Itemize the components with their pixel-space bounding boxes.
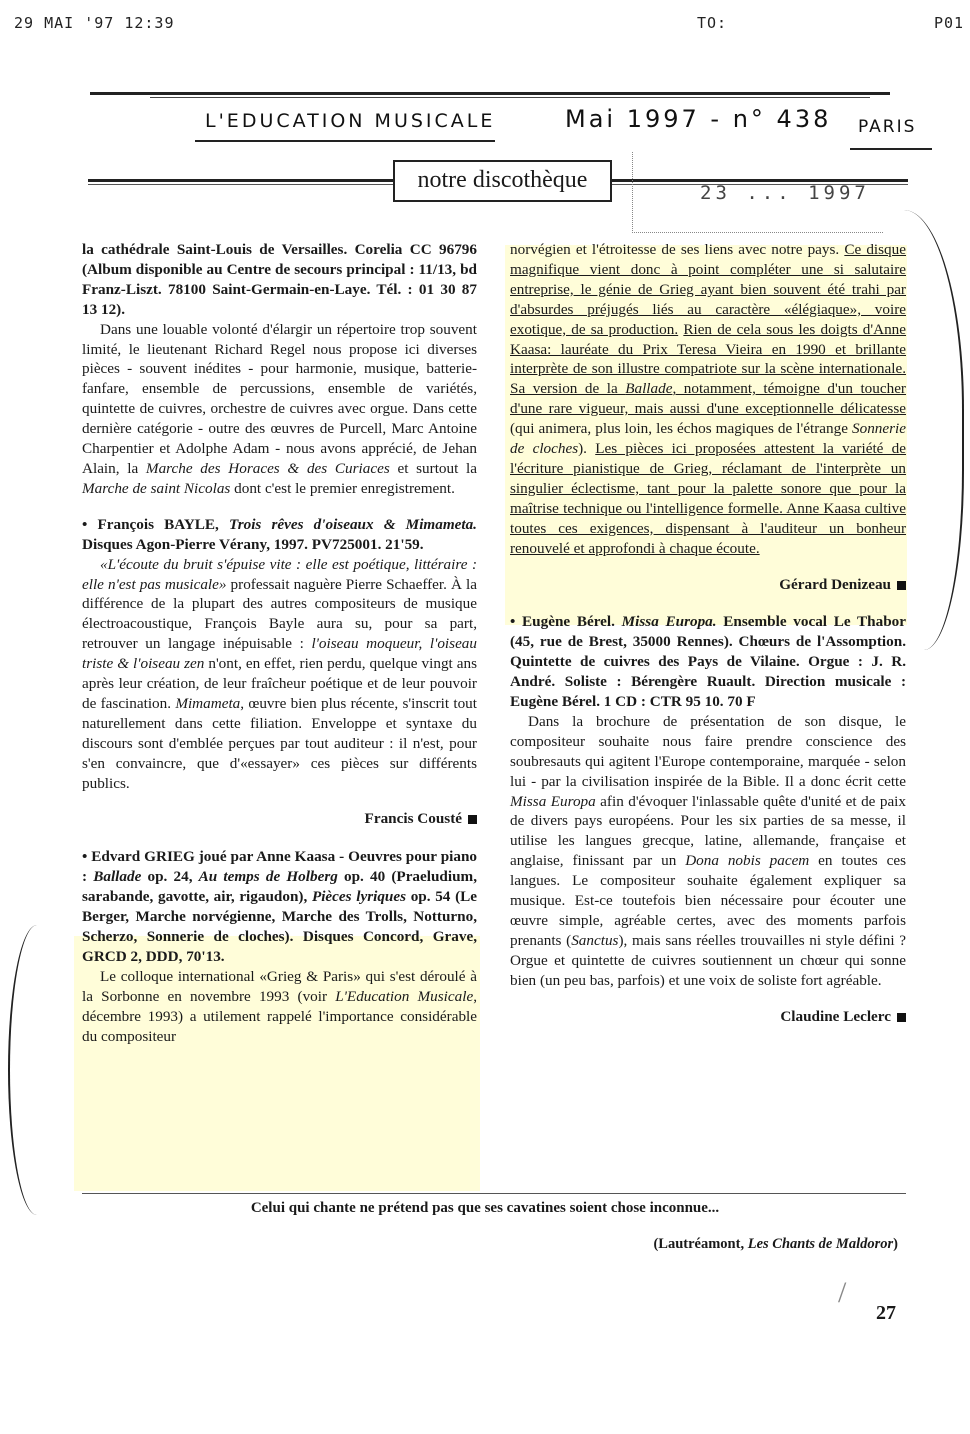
end-square-icon — [897, 1013, 906, 1022]
footer-rule — [82, 1193, 906, 1194]
margin-bracket-left — [8, 925, 50, 1215]
review-bayle-body: «L'écoute du bruit s'épuise vite : elle est poétique, littéraire : elle n'est pas musicale» professait naguère Pierre Schaeffer. À la différence de la plupart des autres compositeurs de musique électroacoustique, François Bayle aura su, pour sa part, retrouver un langage inépuisable : l'oiseau moqueur, l'oiseau triste & l'oiseau zen n'ont, en effet, rien perdu, quelque vingt ans après leur création, de leur fraîcheur poétique et de leur pouvoir de fascination. Mimameta, œuvre bien plus récente, s'inscrit tout naturellement dans cette filiation. Enveloppe et syntaxe du discours sont d'emblée perçues par tout auditeur : il n'est, pour s'en convaincre, que d'«essayer» ces pièces sur différents publics. — [82, 555, 477, 792]
end-square-icon — [897, 581, 906, 590]
right-column — [510, 240, 906, 1045]
handwritten-publication: L'EDUCATION MUSICALE — [205, 110, 496, 132]
review-grieg-body: Le colloque international «Grieg & Paris» qui s'est déroulé à la Sorbonne en novembre 1993 (voir L'Education Musicale, décembre 1993) a utilement rappelé l'importance considérable du compositeur — [82, 967, 477, 1045]
page-number: 27 — [876, 1302, 896, 1324]
fax-to: TO: — [697, 14, 728, 32]
fax-datetime: 29 MAI '97 12:39 — [14, 14, 175, 32]
handwritten-city: PARIS — [858, 117, 917, 137]
review-bayle-heading: • François BAYLE, Trois rêves d'oiseaux & Mimameta. Disques Agon-Pierre Vérany, 1997. PV725001. 21'59. — [82, 515, 477, 553]
publication-underline — [195, 140, 495, 142]
top-rule-thin — [150, 97, 870, 98]
scan-mark: / — [838, 1276, 847, 1309]
section-title: notre discothèque — [393, 160, 612, 202]
review-berel-body: Dans la brochure de présentation de son disque, le compositeur souhaite nous faire prendre conscience des soubresauts qui agitent l'Europe contemporaine, marquée - selon lui - par la civilisation inspirée de la Bible. Il a donc écrit cette Missa Europa afin d'évoquer l'inlassable quête d'unité et de paix de divers pays européens. Pour les six parties de sa messe, il utilise les langues grecque, latine, allemande, française et anglaise, finissant par un Dona nobis pacem en toutes ces langues. Le compositeur souhaite également expliquer sa musique. Est-ce toutefois bien nécessaire pour écouter une œuvre simple, agréable certes, avec des moments parfois prenants (Sanctus), mais sans réelles trouvailles ni style défini ? Orgue et quintette de cuivres soutiennent un chœur qui sonne bien (un peu bas, parfois) et une voix de soliste fort agréable. — [510, 712, 906, 989]
signature-cousté: Francis Cousté — [82, 809, 477, 829]
intro-reference: la cathédrale Saint-Louis de Versailles. Corelia CC 96796 (Album disponible au Centre de secours principal : 11/13, bd Franz-Liszt. 78100 Saint-Germain-en-Laye. Tél. : 01 30 87 13 12). — [82, 241, 477, 318]
city-underline — [850, 148, 932, 150]
review-grieg-heading: • Edvard GRIEG joué par Anne Kaasa - Oeuvres pour piano : Ballade op. 24, Au temps de Holberg op. 40 (Praeludium, sarabande, gavotte, air, rigaudon), Pièces lyriques op. 54 (Le Berger, Marche norvégienne, Marche des Trolls, Notturno, Scherzo, Sonnerie de cloches). Disques Concord, Grave, GRCD 2, DDD, 70'13. — [82, 848, 478, 965]
top-rule — [90, 92, 890, 95]
received-stamp: 23 ... 1997 — [700, 182, 870, 204]
margin-bracket-right — [902, 210, 964, 650]
signature-leclerc: Claudine Leclerc — [510, 1007, 906, 1027]
left-column — [82, 240, 477, 1046]
review-berel-heading: • Eugène Bérel. Missa Europa. Ensemble vocal Le Thabor (45, rue de Brest, 35000 Rennes). Chœurs de l'Assomption. Quintette de cuivres des Pays de Vilaine. Orgue : J. R. André. Soliste : Bérengère Ruault. Direction musicale : Eugène Bérel. 1 CD : CTR 95 10. 70 F — [510, 613, 906, 711]
review-grieg-continued: norvégien et l'étroitesse de ses liens avec notre pays. Ce disque magnifique vient donc à point compléter une si salutaire entreprise, le génie de Grieg ayant bien souvent été trahi par d'absurdes préjugés liés au caractère «élégiaque», voire exotique, de sa production. Rien de cela sous les doigts d'Anne Kaasa: lauréate du Prix Teresa Vieira en 1990 et brillante interprète de son illustre compatriote sur la scène internationale. Sa version de la Ballade, notamment, témoigne d'un toucher d'une rare vigueur, mais aussi d'une exceptionnelle délicatesse (qui animera, plus loin, les échos magiques de l'étrange Sonnerie de cloches). Les pièces ici proposées attestent la variété de l'écriture pianistique de Grieg, réclamant de l'interprète un singulier éclectisme, tant pour la palette sonore que pour la maîtrise technique ou l'intelligence formelle. Anne Kaasa cultive toutes ces exigences, dispensant à l'auditeur un bonheur renouvelé et approfondi à chaque écoute. — [510, 241, 907, 557]
fax-page: P01 — [934, 14, 965, 32]
signature-denizeau: Gérard Denizeau — [510, 575, 906, 595]
footer-quote: Celui qui chante ne prétend pas que ses cavatines soient chose inconnue... — [250, 1200, 720, 1216]
footer-attribution: (Lautréamont, Les Chants de Maldoror) — [653, 1236, 898, 1252]
intro-paragraph: Dans une louable volonté d'élargir un répertoire trop souvent limité, le lieutenant Richard Regel nous propose ici diverses pièces - souvent inédites - pour harmonie, musique, batterie-fanfare, ensemble de percussions, ensemble de variétés, quintette de cuivres, orchestre de cuivres avec orgue. Dans cette dernière catégorie - outre des œuvres de Purcell, Marc Antoine Charpentier et Adolphe Adam - nous avons apprécié, de Jehan Alain, la Marche des Horaces & des Curiaces et surtout la Marche de saint Nicolas dont c'est le premier enregistrement. — [82, 320, 477, 497]
handwritten-issue-date: Mai 1997 - n° 438 — [565, 105, 832, 133]
end-square-icon — [468, 815, 477, 824]
